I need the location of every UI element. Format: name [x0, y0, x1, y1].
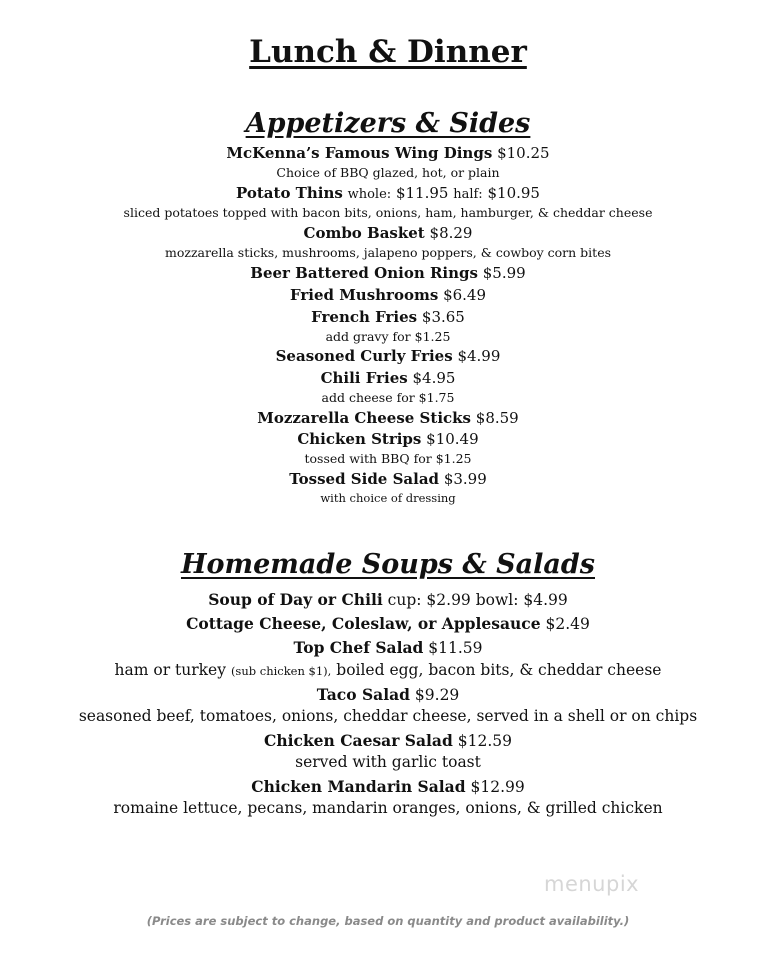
item-name: Taco Salad — [316, 685, 410, 704]
appetizers-heading: Appetizers & Sides — [245, 108, 531, 139]
item-name: Potato Thins — [236, 184, 343, 202]
item-desc: mozzarella sticks, mushrooms, jalapeno poppers, & cowboy corn bites — [164, 245, 612, 260]
bowl-label: bowl: — [475, 591, 519, 609]
menu-item-cottage-cheese — [0, 614, 776, 633]
menu-item-taco-salad — [0, 685, 776, 704]
item-price: $10.49 — [426, 430, 479, 448]
item-price: $11.59 — [428, 639, 483, 657]
item-price: $3.99 — [443, 470, 487, 488]
whole-price: $11.95 — [395, 184, 449, 202]
item-name: French Fries — [311, 308, 418, 326]
item-desc: seasoned beef, tomatoes, onions, cheddar cheese, served in a shell or on chips — [78, 707, 698, 725]
menupix-watermark: menupix — [544, 872, 640, 896]
item-price: $8.29 — [429, 224, 473, 242]
item-price: $2.49 — [545, 615, 590, 633]
menu-item-side-salad — [0, 470, 776, 488]
item-price: $12.59 — [457, 732, 512, 750]
menu-item-chili-fries — [0, 369, 776, 387]
price-disclaimer: (Prices are subject to change, based on quantity and product availability.) — [146, 914, 630, 928]
whole-label: whole: — [347, 187, 392, 202]
menu-item-mozzarella-sticks — [0, 409, 776, 427]
item-desc — [0, 661, 776, 679]
bowl-price: $4.99 — [523, 591, 568, 609]
item-name: Chili Fries — [320, 369, 408, 387]
item-desc: add gravy for $1.25 — [325, 329, 451, 344]
desc-sub: (sub chicken $1), — [230, 664, 332, 678]
menu-item-combo-basket — [0, 224, 776, 242]
item-price: $10.25 — [497, 144, 550, 162]
item-price: $6.49 — [443, 286, 487, 304]
item-name: Chicken Strips — [297, 430, 422, 448]
item-desc: Choice of BBQ glazed, hot, or plain — [276, 165, 500, 180]
item-name: McKenna’s Famous Wing Dings — [226, 144, 493, 162]
item-name: Seasoned Curly Fries — [275, 347, 453, 365]
cup-price: $2.99 — [426, 591, 471, 609]
item-price: $4.95 — [412, 369, 456, 387]
menu-item-wing-dings — [0, 144, 776, 162]
item-price: $4.99 — [457, 347, 501, 365]
item-price: $8.59 — [475, 409, 519, 427]
half-label: half: — [453, 187, 483, 202]
item-price: $9.29 — [414, 686, 460, 704]
half-price: $10.95 — [487, 184, 540, 202]
item-price: $5.99 — [482, 264, 526, 282]
item-name: Beer Battered Onion Rings — [250, 264, 478, 282]
menu-item-soup-of-day — [0, 590, 776, 609]
item-name: Top Chef Salad — [293, 638, 424, 657]
item-desc: served with garlic toast — [295, 753, 481, 771]
menu-item-caesar-salad — [0, 731, 776, 750]
soups-heading: Homemade Soups & Salads — [180, 549, 595, 580]
item-name: Mozzarella Cheese Sticks — [257, 409, 471, 427]
item-desc: with choice of dressing — [320, 491, 456, 505]
item-name: Chicken Caesar Salad — [264, 731, 453, 750]
item-desc: add cheese for $1.75 — [321, 390, 455, 405]
item-price: $3.65 — [421, 308, 465, 326]
item-name: Chicken Mandarin Salad — [251, 777, 466, 796]
page-title: Lunch & Dinner — [249, 34, 527, 70]
menu-item-chicken-strips — [0, 430, 776, 448]
desc-part: ham or turkey — [114, 661, 226, 679]
item-name: Fried Mushrooms — [289, 286, 439, 304]
item-desc: romaine lettuce, pecans, mandarin oranges, onions, & grilled chicken — [113, 799, 663, 817]
menu-item-onion-rings — [0, 264, 776, 282]
item-name: Cottage Cheese, Coleslaw, or Applesauce — [186, 614, 541, 633]
cup-label: cup: — [387, 591, 422, 609]
item-desc: sliced potatoes topped with bacon bits, onions, ham, hamburger, & cheddar cheese — [123, 205, 653, 220]
item-name: Tossed Side Salad — [289, 470, 440, 488]
menu-item-potato-thins — [0, 184, 776, 202]
item-price: $12.99 — [470, 778, 525, 796]
item-desc: tossed with BBQ for $1.25 — [304, 451, 472, 466]
menu-item-mandarin-salad — [0, 777, 776, 796]
menu-item-chef-salad — [0, 638, 776, 657]
item-name: Combo Basket — [303, 224, 425, 242]
item-name: Soup of Day or Chili — [208, 590, 383, 609]
menu-item-curly-fries — [0, 347, 776, 365]
menu-item-fried-mushrooms — [0, 286, 776, 304]
desc-part: boiled egg, bacon bits, & cheddar cheese — [336, 661, 662, 679]
menu-item-french-fries — [0, 308, 776, 326]
